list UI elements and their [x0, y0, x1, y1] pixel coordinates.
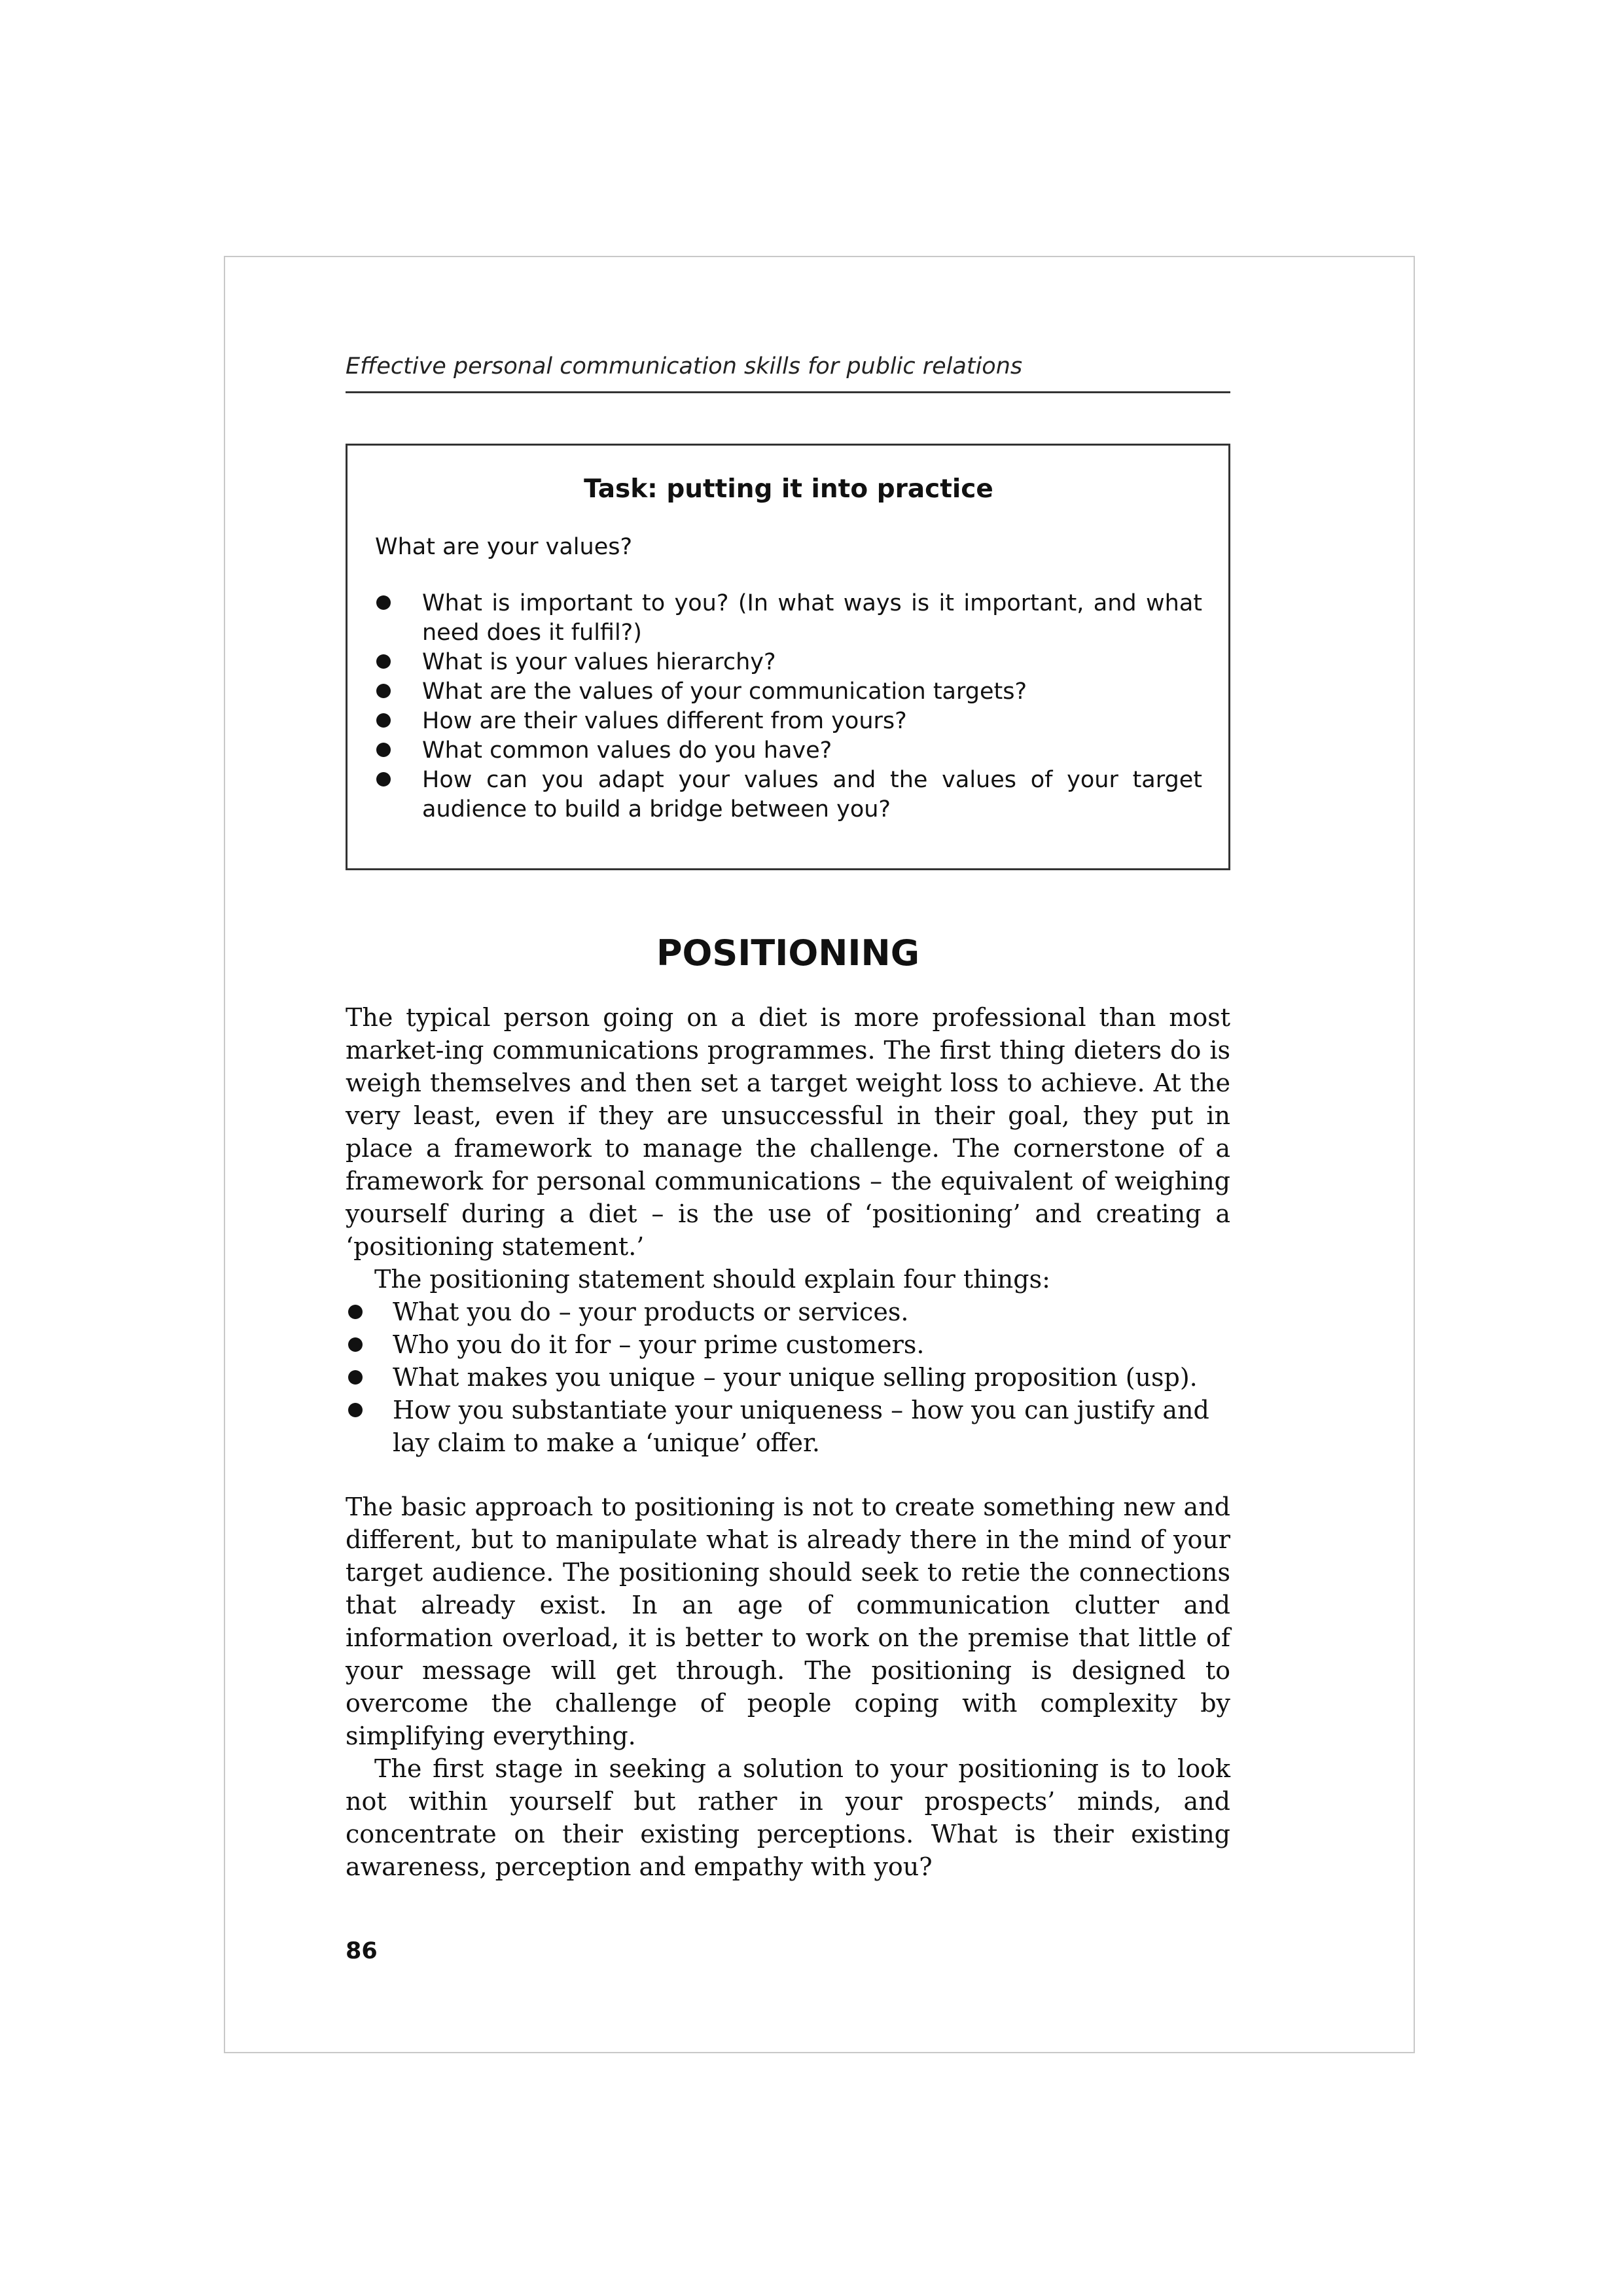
task-list-item	[375, 677, 1202, 707]
body-block-1	[346, 1001, 1230, 1296]
task-list-item	[375, 736, 1202, 766]
task-list	[375, 589, 1202, 824]
bullet-icon	[348, 1370, 363, 1385]
bullet-icon	[376, 772, 391, 786]
paragraph: The positioning statement should explain four things:	[374, 1265, 1050, 1294]
task-question: What are your values?	[375, 534, 633, 560]
task-item-text: How are their values different from yours?	[422, 708, 907, 734]
task-box	[346, 444, 1230, 870]
bullet-icon	[348, 1337, 363, 1352]
list-item	[346, 1394, 1230, 1459]
bullet-icon	[376, 684, 391, 698]
task-list-item	[375, 766, 1202, 824]
list-item	[346, 1361, 1230, 1394]
page-number: 86	[346, 1938, 378, 1964]
body-block-2	[346, 1491, 1230, 1883]
list-item-text: Who you do it for – your prime customers.	[393, 1330, 925, 1359]
positioning-list	[346, 1296, 1230, 1459]
list-item-text: What you do – your products or services.	[393, 1298, 909, 1326]
task-list-item	[375, 648, 1202, 677]
task-list-item	[375, 589, 1202, 648]
list-item	[346, 1328, 1230, 1361]
task-item-text: What is your values hierarchy?	[422, 649, 776, 675]
task-title: Task: putting it into practice	[584, 474, 993, 504]
bullet-icon	[376, 743, 391, 757]
paragraph: The first stage in seeking a solution to your positioning is to look not within yourself but rather in your prospects’ minds, and concentrate on their existing perceptions. What is their existing awareness, perception and empathy with you?	[346, 1754, 1230, 1881]
task-item-text: How can you adapt your values and the values of your target audience to build a bridge between you?	[422, 767, 1202, 822]
bullet-icon	[376, 654, 391, 669]
task-list-item	[375, 707, 1202, 736]
list-item-text: What makes you unique – your unique selling proposition (usp).	[393, 1363, 1198, 1392]
list-item	[346, 1296, 1230, 1328]
bullet-icon	[348, 1305, 363, 1319]
bullet-icon	[376, 595, 391, 610]
task-item-text: What are the values of your communication targets?	[422, 679, 1027, 705]
bullet-icon	[376, 713, 391, 728]
section-heading: POSITIONING	[656, 932, 920, 974]
bullet-icon	[348, 1403, 363, 1417]
paragraph: The typical person going on a diet is more professional than most market-ing communications programmes. The first thing dieters do is weigh themselves and then set a target weight loss to achieve. At the very least, even if they are unsuccessful in their goal, they put in place a framework to manage the challenge. The cornerstone of a framework for personal communications – the equivalent of weighing yourself during a diet – is the use of ‘positioning’ and creating a ‘positioning statement.’	[346, 1003, 1230, 1261]
task-item-text: What is important to you? (In what ways is it important, and what need does it fulfil?)	[422, 590, 1202, 646]
task-item-text: What common values do you have?	[422, 737, 832, 764]
list-item-text: How you substantiate your uniqueness – how you can justify and lay claim to make a ‘unique’ offer.	[393, 1396, 1209, 1457]
body-list-block	[346, 1296, 1230, 1459]
running-head: Effective personal communication skills for public relations	[346, 353, 1230, 393]
paragraph: The basic approach to positioning is not to create something new and different, but to manipulate what is already there in the mind of your target audience. The positioning should seek to retie the connections that already exist. In an age of communication clutter and information overload, it is better to work on the premise that little of your message will get through. The positioning is designed to overcome the challenge of people coping with complexity by simplifying everything.	[346, 1492, 1230, 1750]
